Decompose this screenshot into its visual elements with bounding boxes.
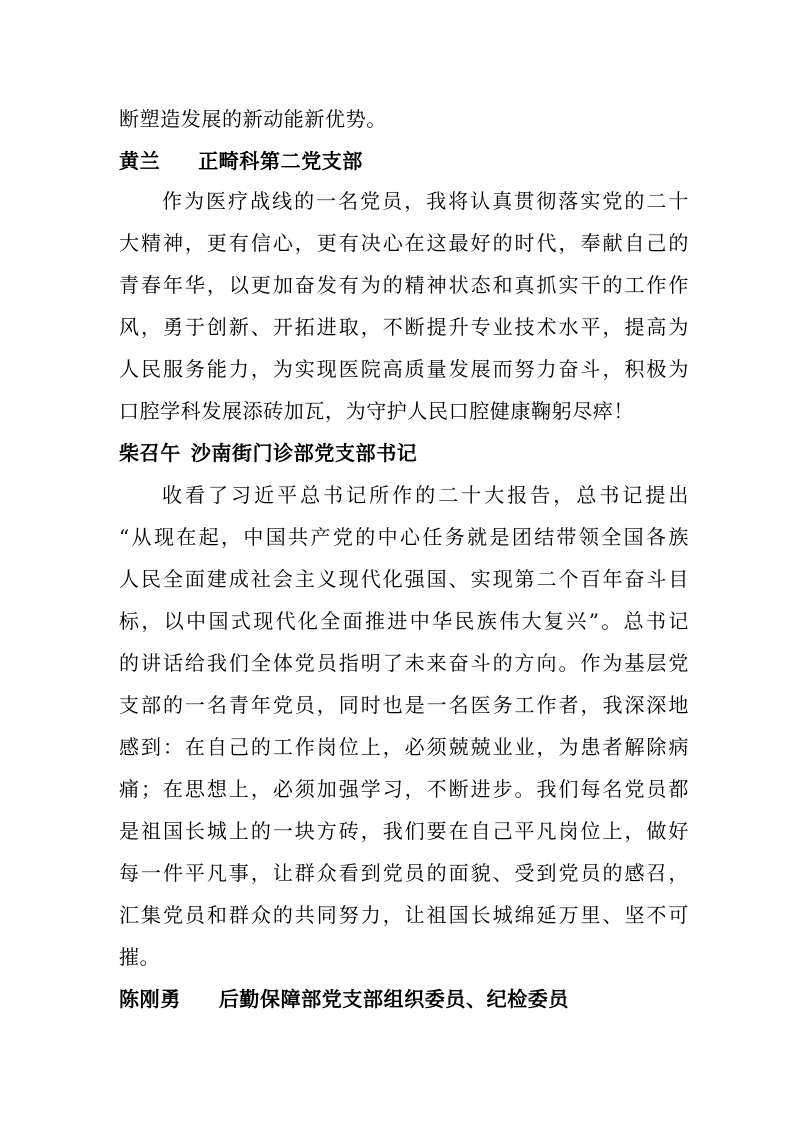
paragraph-line: 断塑造发展的新动能新优势。 [119, 107, 387, 131]
author-title: 沙南街门诊部党支部书记 [190, 441, 418, 465]
paragraph-line: 汇集党员和群众的共同努力，让祖国长城绵延万里、坚不可 [119, 903, 689, 927]
paragraph-line: 支部的一名青年党员，同时也是一名医务工作者，我深深地 [119, 693, 689, 717]
paragraph-line: 每一件平凡事，让群众看到党员的面貌、受到党员的感召， [119, 861, 689, 885]
section-heading-huang-lan [119, 149, 689, 173]
paragraph-line: 是祖国长城上的一块方砖，我们要在自己平凡岗位上，做好 [119, 819, 689, 843]
paragraph-line: 青春年华，以更加奋发有为的精神状态和真抓实干的工作作 [119, 273, 689, 297]
paragraph-line: 摧。 [119, 945, 161, 969]
paragraph-line: 的讲话给我们全体党员指明了未来奋斗的方向。作为基层党 [119, 651, 689, 675]
paragraph-line: 作为医疗战线的一名党员，我将认真贯彻落实党的二十 [162, 189, 689, 213]
paragraph-line: “从现在起，中国共产党的中心任务就是团结带领全国各族 [119, 525, 689, 549]
author-name: 柴召午 [119, 441, 181, 465]
paragraph-line: 人民服务能力，为实现医院高质量发展而努力奋斗，积极为 [119, 357, 689, 381]
paragraph-line: 痛；在思想上，必须加强学习，不断进步。我们每名党员都 [119, 777, 689, 801]
author-title: 正畸科第二党支部 [198, 149, 364, 173]
paragraph-line: 大精神，更有信心，更有决心在这最好的时代，奉献自己的 [119, 231, 689, 255]
paragraph-line: 收看了习近平总书记所作的二十大报告，总书记提出 [162, 483, 689, 507]
paragraph-line: 风，勇于创新、开拓进取，不断提升专业技术水平，提高为 [119, 315, 689, 339]
author-name: 陈刚勇 [119, 987, 181, 1011]
section-heading-chai-zhao-wu [119, 441, 689, 465]
author-name: 黄兰 [119, 149, 161, 173]
paragraph-line: 人民全面建成社会主义现代化强国、实现第二个百年奋斗目 [119, 567, 689, 591]
section-heading-chen-gang-yong [119, 987, 689, 1011]
paragraph-line: 口腔学科发展添砖加瓦，为守护人民口腔健康鞠躬尽瘁！ [119, 399, 634, 423]
paragraph-line: 感到：在自己的工作岗位上，必须兢兢业业，为患者解除病 [119, 735, 689, 759]
author-title: 后勤保障部党支部组织委员、纪检委员 [218, 987, 570, 1011]
paragraph-line: 标，以中国式现代化全面推进中华民族伟大复兴”。总书记 [119, 609, 689, 633]
